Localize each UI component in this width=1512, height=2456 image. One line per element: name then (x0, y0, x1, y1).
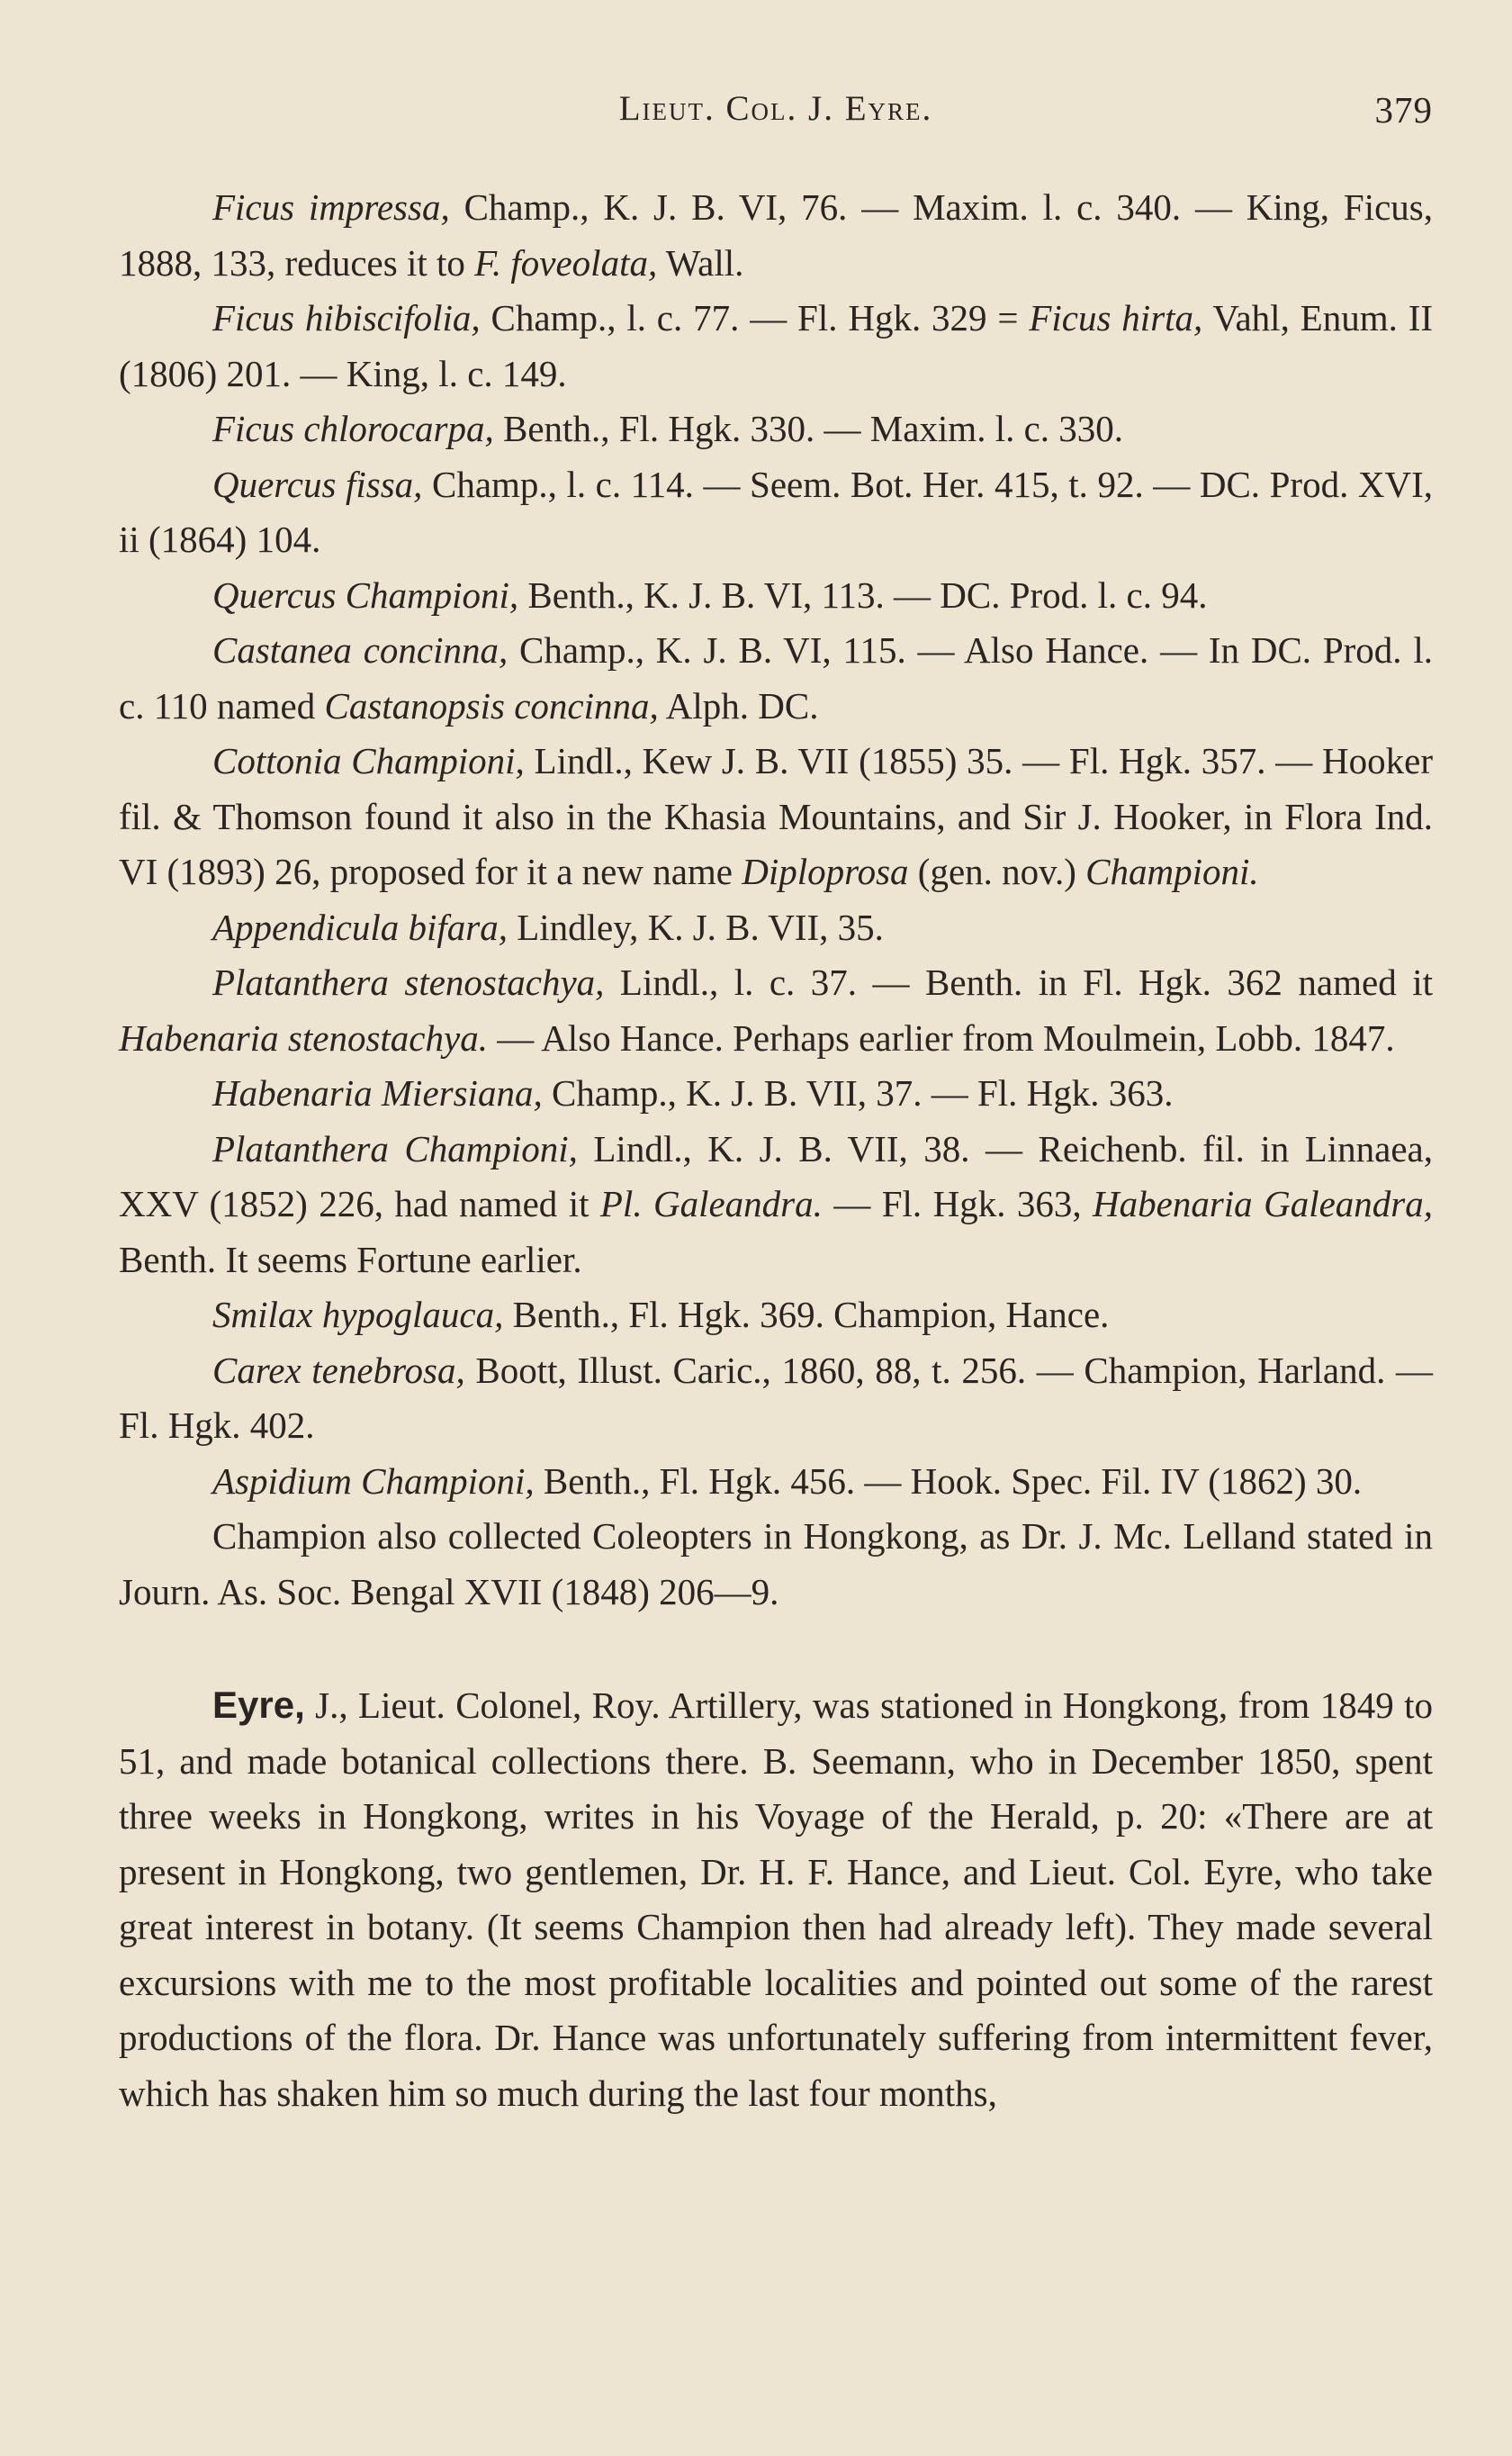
species-name: Habenaria Galeandra, (1093, 1183, 1434, 1224)
species-name: Quercus fissa, (212, 463, 423, 505)
entry-habenaria-miersiana (119, 1066, 1433, 1122)
entry-text: Boott, Illust. Caric., 1860, 88, t. 256. — Champion, Harland. — Fl. Hgk. 402. (119, 1349, 1434, 1446)
species-name: Ficus hibiscifolia, (212, 297, 481, 339)
species-name: Platanthera stenostachya, (212, 962, 605, 1003)
species-name: Ficus impressa, (212, 186, 450, 228)
entry-text: Benth. It seems Fortune earlier. (119, 1238, 582, 1280)
entry-ficus-hibiscifolia (119, 291, 1433, 402)
entry-carex-tenebrosa (119, 1343, 1433, 1454)
entry-text: Lindl., K. J. B. VII, 38. — Reichenb. fil. in Linnaea, XXV (1852) 226, had named it (119, 1127, 1434, 1224)
species-name: Castanea concinna, (212, 629, 508, 671)
page-number: 379 (1374, 89, 1433, 131)
species-name: Aspidium Championi, (212, 1459, 535, 1502)
entry-text: Benth., Fl. Hgk. 330. — Maxim. l. c. 330. (493, 408, 1124, 449)
entry-text: Lindl., Kew J. B. VII (1855) 35. — Fl. Hgk. 357. — Hooker fil. & Thomson found it also in the Khasia Mountains, and Sir J. Hooker, in Flora Ind. VI (1893) 26, proposed for it a new name (119, 740, 1433, 892)
species-name: Championi. (1085, 851, 1259, 892)
species-name: Habenaria stenostachya. (119, 1016, 488, 1059)
species-name: Cottonia Championi, (212, 740, 525, 781)
entry-text: Wall. (657, 241, 744, 284)
entry-text: — Also Hance. Perhaps earlier from Moulmein, Lobb. 1847. (487, 1016, 1395, 1059)
entry-smilax-hypoglauca (119, 1287, 1433, 1343)
entry-cottonia-championi (119, 734, 1433, 900)
species-name: Quercus Championi, (212, 573, 519, 616)
species-name: Habenaria Miersiana, (212, 1072, 543, 1114)
entry-text: Champ., K. J. B. VII, 37. — Fl. Hgk. 363. (542, 1072, 1174, 1114)
entry-text: Alph. DC. (658, 684, 819, 727)
entry-text: J., Lieut. Colonel, Roy. Artillery, was stationed in Hongkong, from 1849 to 51, and made botanical collections there. B. Seemann, who in December 1850, spent three weeks in Hongkong, writes in his Voyage of the Herald, p. 20: «There are at present in Hongkong, two gentlemen, Dr. H. F. Hance, and Lieut. Col. Eyre, who take great interest in botany. (It seems Champion then had already left). They made several excursions with me to the most profitable localities and pointed out some of the rarest productions of the flora. Dr. Hance was unfortunately suffering from intermittent fever, which has shaken him so much during the last four months, (119, 1684, 1433, 2114)
entry-lead-name: Eyre, (212, 1684, 305, 1726)
entry-text: Lindley, K. J. B. VII, 35. (507, 906, 884, 948)
species-name: Diploprosa (742, 851, 909, 892)
species-name: Platanthera Championi, (212, 1127, 578, 1169)
entry-text: Benth., Fl. Hgk. 456. — Hook. Spec. Fil. IV (1862) 30. (534, 1459, 1363, 1502)
entry-quercus-championi (119, 568, 1433, 624)
entry-text: Benth., Fl. Hgk. 369. Champion, Hance. (503, 1294, 1110, 1335)
entry-coleopters-note (119, 1509, 1433, 1620)
entry-aspidium-championi (119, 1454, 1433, 1510)
page-header (119, 88, 1433, 142)
species-name: F. foveolata, (474, 241, 658, 284)
entry-text: Champ., l. c. 114. — Seem. Bot. Her. 415, t. 92. — DC. Prod. XVI, ii (1864) 104. (119, 463, 1434, 560)
entry-quercus-fissa (119, 457, 1433, 568)
entry-text: Champ., l. c. 77. — Fl. Hgk. 329 = (480, 297, 1030, 339)
entry-text: Champ., K. J. B. VI, 76. — Maxim. l. c. 340. — King, Ficus, 1888, 133, reduces it to (119, 186, 1433, 284)
entry-platanthera-stenostachya (119, 955, 1433, 1066)
entry-text: Lindl., l. c. 37. — Benth. in Fl. Hgk. 362 named it (604, 962, 1433, 1003)
entry-text: (gen. nov.) (908, 851, 1086, 892)
species-name: Castanopsis concinna, (324, 684, 659, 727)
species-name: Smilax hypoglauca, (212, 1294, 504, 1335)
entry-ficus-chlorocarpa (119, 402, 1433, 457)
entry-platanthera-championi (119, 1122, 1433, 1288)
entry-text: Vahl, Enum. II (1806) 201. — King, l. c. 149. (119, 297, 1434, 394)
body-text (119, 180, 1433, 2121)
entry-eyre (119, 1677, 1433, 2121)
species-name: Ficus hirta, (1029, 297, 1203, 339)
entry-text: Champ., K. J. B. VI, 115. — Also Hance. — In DC. Prod. l. c. 110 named (119, 629, 1433, 727)
entry-castanea-concinna (119, 623, 1433, 734)
entry-ficus-impressa (119, 180, 1433, 291)
running-title: Lieut. Col. J. Eyre. (618, 89, 933, 128)
entry-appendicula-bifara (119, 900, 1433, 956)
species-name: Appendicula bifara, (212, 906, 508, 948)
entry-text: — Fl. Hgk. 363, (822, 1183, 1094, 1224)
entry-text: Champion also collected Coleopters in Hongkong, as Dr. J. Mc. Lelland stated in Journ. As. Soc. Bengal XVII (1848) 206—9. (119, 1515, 1433, 1612)
species-name: Carex tenebrosa, (212, 1349, 465, 1391)
entry-text: Benth., K. J. B. VI, 113. — DC. Prod. l. c. 94. (518, 573, 1208, 616)
species-name: Pl. Galeandra. (599, 1183, 823, 1224)
species-name: Ficus chlorocarpa, (212, 408, 494, 449)
